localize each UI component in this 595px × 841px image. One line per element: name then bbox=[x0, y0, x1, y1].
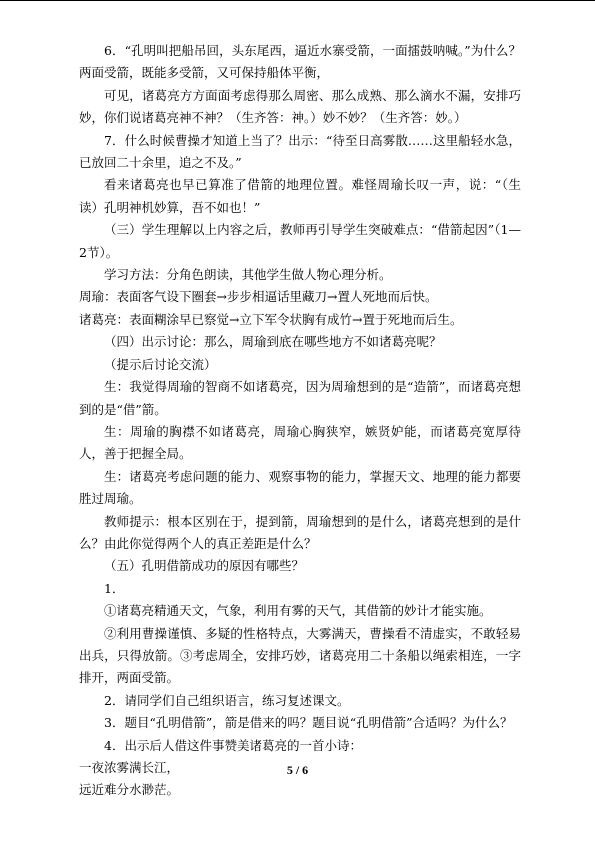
paragraph: 生：周瑜的胸襟不如诸葛亮，周瑜心胸狭窄，嫉贤妒能，而诸葛亮宽厚待人，善于把握全局。 bbox=[79, 423, 521, 462]
paragraph: 1． bbox=[104, 580, 125, 596]
paragraph: （提示后讨论交流） bbox=[104, 356, 217, 372]
document-body bbox=[79, 40, 521, 802]
paragraph: 生：诸葛亮考虑问题的能力、观察事物的能力，掌握天文、地理的能力都要胜过周瑜。 bbox=[79, 468, 521, 507]
paragraph: ②利用曹操谨慎、多疑的性格特点，大雾满天，曹操看不清虚实，不敢轻易出兵，只得放箭。③考虑周全，安排巧妙，诸葛亮用二十条船以绳索相连，一字排开，两面受箭。 bbox=[79, 625, 521, 686]
paragraph: 生：我觉得周瑜的智商不如诸葛亮，因为周瑜想到的是“造箭”，而诸葛亮想到的是“借”箭。 bbox=[79, 379, 521, 417]
paragraph: （四）出示讨论：那么，周瑜到底在哪些地方不如诸葛亮呢？ bbox=[104, 334, 442, 350]
paragraph: （三）学生理解以上内容之后，教师再引导学生突破难点：“借箭起因”（1—2节）。 bbox=[79, 222, 521, 260]
paragraph: 2．请同学们自己组织语言，练习复述课文。 bbox=[104, 692, 350, 708]
poem-line: 远近难分水渺茫。 bbox=[79, 782, 180, 798]
poem-line: 一夜浓雾满长江， bbox=[79, 760, 180, 775]
paragraph: （五）孔明借箭成功的原因有哪些？ bbox=[104, 558, 305, 574]
paragraph: 6．“孔明叫把船吊回，头东尾西，逼近水寨受箭，一面擂鼓呐喊。”为什么？两面受箭，既能多受箭，又可保持船体平衡， bbox=[79, 43, 521, 81]
paragraph: 7．什么时候曹操才知道上当了？出示：“待至日高雾散……这里船轻水急，已放回二十余里，追之不及。” bbox=[79, 132, 521, 171]
paragraph: 学习方法：分角色朗读，其他学生做人物心理分析。 bbox=[104, 267, 392, 283]
paragraph: 周瑜：表面客气设下圈套→步步相逼话里藏刀→置人死地而后快。 bbox=[79, 289, 438, 305]
paragraph: ①诸葛亮精通天文，气象，利用有雾的天气，其借箭的妙计才能实施。 bbox=[104, 603, 492, 619]
paragraph: 可见，诸葛亮方方面面考虑得那么周密、那么成熟、那么滴水不漏，安排巧妙，你们说诸葛亮神不神？（生齐答：神。）妙不妙？（生齐答：妙。） bbox=[79, 87, 521, 126]
page-number: 5 / 6 bbox=[286, 763, 309, 777]
paragraph: 教师提示：根本区别在于，提到箭，周瑜想到的是什么，诸葛亮想到的是什么？由此你觉得两个人的真正差距是什么？ bbox=[79, 513, 521, 551]
paragraph: 诸葛亮：表面糊涂早已察觉→立下军令状胸有成竹→置于死地而后生。 bbox=[79, 311, 463, 327]
top-rule bbox=[0, 0, 595, 1]
paragraph: 4．出示后人借这件事赞美诸葛亮的一首小诗： bbox=[104, 737, 362, 753]
paragraph: 看来诸葛亮也早已算准了借箭的地理位置。难怪周瑜长叹一声，说：“（生读）孔明神机妙算，吾不如也！” bbox=[79, 177, 521, 215]
paragraph: 3．题目“孔明借箭”，箭是借来的吗？题目说“孔明借箭”合适吗？为什么？ bbox=[104, 715, 513, 731]
